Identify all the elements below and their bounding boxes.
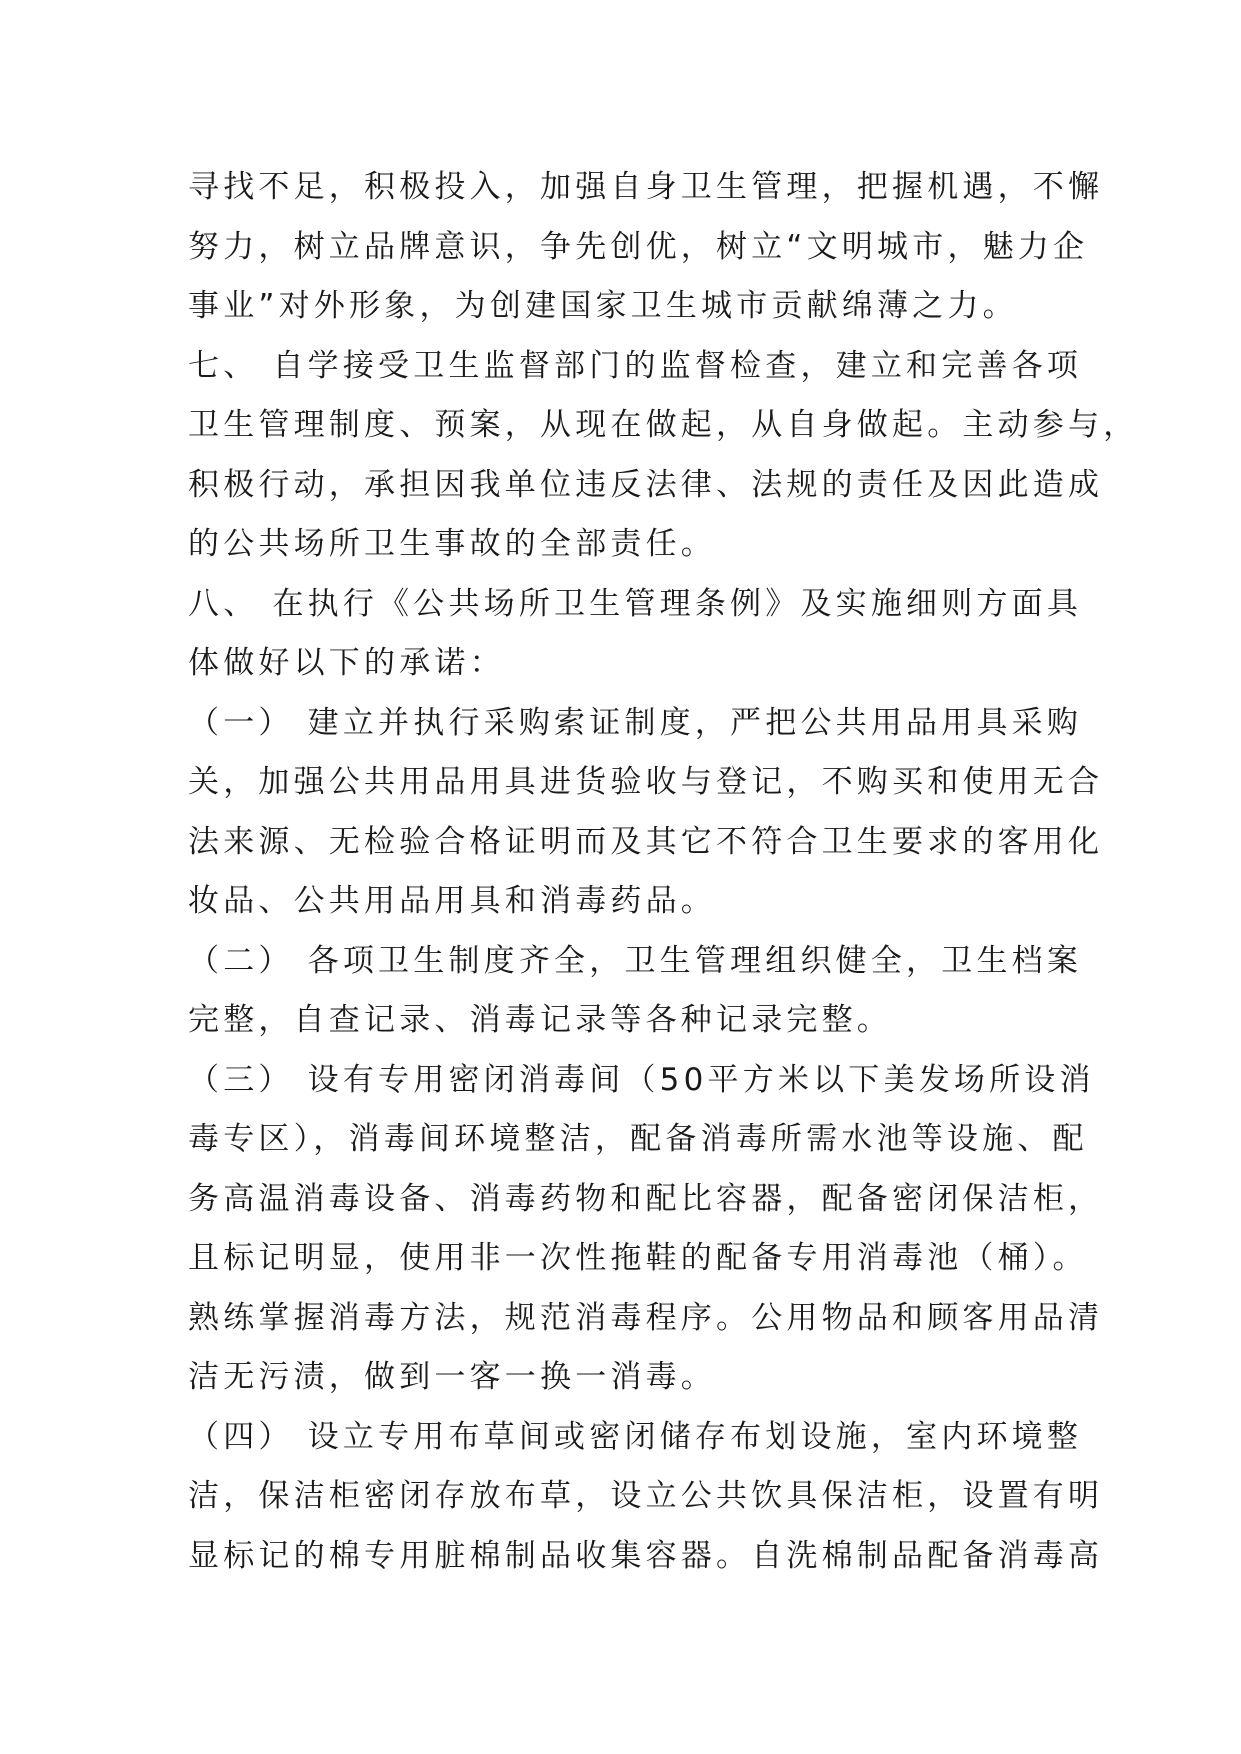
text-line: 妆品、公共用品用具和消毒药品。 xyxy=(188,883,716,919)
text-line: 的公共场所卫生事故的全部责任。 xyxy=(188,526,716,562)
section-heading-eight: 八、 在执行《公共场所卫生管理条例》及实施细则方面具 xyxy=(188,585,1083,622)
subsection-three: （三） 设有专用密闭消毒间（50平方米以下美发场所设消 xyxy=(188,1061,1095,1098)
text-line: 洁无污渍，做到一客一换一消毒。 xyxy=(188,1359,716,1395)
text-line: 寻找不足，积极投入，加强自身卫生管理，把握机遇，不懈 xyxy=(188,169,1104,205)
text-line: 法来源、无检验合格证明而及其它不符合卫生要求的客用化 xyxy=(188,823,1104,860)
text-line: 显标记的棉专用脏棉制品收集容器。自洗棉制品配备消毒高 xyxy=(188,1537,1104,1574)
subsection-two: （二） 各项卫生制度齐全，卫生管理组织健全，卫生档案 xyxy=(188,942,1083,979)
text-line: 完整，自查记录、消毒记录等各种记录完整。 xyxy=(188,1002,892,1038)
section-heading-seven: 七、 自学接受卫生监督部门的监督检查，建立和完善各项 xyxy=(188,347,1083,384)
text-line: 关，加强公共用品用具进货验收与登记，不购买和使用无合 xyxy=(188,764,1104,800)
document-body xyxy=(188,158,1139,1586)
subsection-one: （一） 建立并执行采购索证制度，严把公共用品用具采购 xyxy=(188,704,1083,741)
subsection-four: （四） 设立专用布草间或密闭储存布划设施，室内环境整 xyxy=(188,1418,1083,1455)
text-line: 卫生管理制度、预案，从现在做起，从自身做起。主动参与， xyxy=(188,407,1139,443)
text-line: 积极行动，承担因我单位违反法律、法规的责任及因此造成 xyxy=(188,466,1104,503)
text-line: 洁，保洁柜密闭存放布草，设立公共饮具保洁柜，设置有明 xyxy=(188,1478,1104,1514)
text-line: 毒专区），消毒间环境整洁，配备消毒所需水池等设施、配 xyxy=(188,1121,1088,1157)
text-line: 体做好以下的承诺： xyxy=(188,645,505,681)
text-line: 且标记明显，使用非一次性拖鞋的配备专用消毒池（桶）。 xyxy=(188,1240,1088,1276)
text-line: 努力，树立品牌意识，争先创优，树立“文明城市，魅力企 xyxy=(188,228,1089,265)
text-line: 务高温消毒设备、消毒药物和配比容器，配备密闭保洁柜， xyxy=(188,1180,1104,1217)
text-line: 熟练掌握消毒方法，规范消毒程序。公用物品和顾客用品清 xyxy=(188,1299,1104,1336)
text-line: 事业”对外形象，为创建国家卫生城市贡献绵薄之力。 xyxy=(188,288,1018,324)
